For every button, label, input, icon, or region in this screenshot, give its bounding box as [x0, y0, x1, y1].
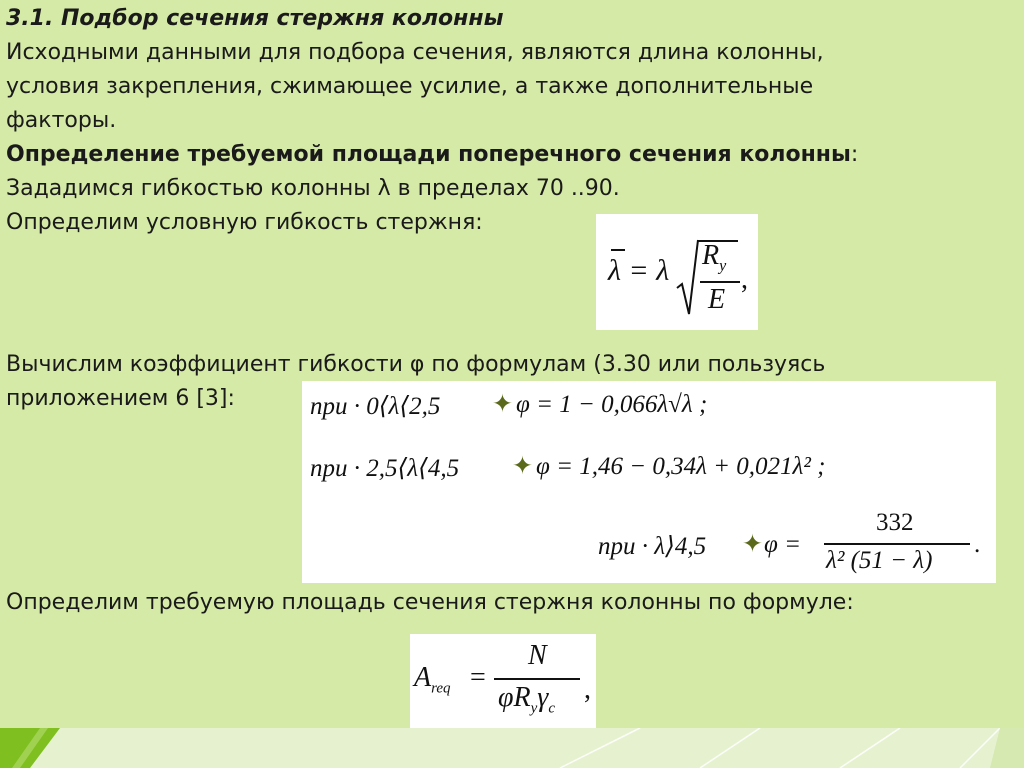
section-heading-line: [6, 140, 858, 170]
phi-case-2-expr: φ = 1,46 − 0,34λ + 0,021λ² ;: [536, 453, 826, 480]
phi-case-3-den: λ² (51 − λ): [826, 547, 933, 574]
intro-line-3: факторы.: [6, 108, 117, 133]
intro-line-2: условия закрепления, сжимающее усилие, а также дополнительные: [6, 74, 814, 99]
phi-case-3-cond: при · λ⟩4,5: [598, 533, 707, 560]
lambda-overline: [611, 249, 625, 251]
star-icon: ✦: [512, 453, 533, 480]
area-fraction-bar: [494, 678, 580, 680]
sqrt-sign: [676, 238, 700, 320]
decorative-bottom-band: [0, 728, 1024, 768]
phi-case-3-fraction-bar: [824, 543, 970, 545]
phi-formulas: [302, 381, 996, 583]
phi-case-2-cond: при · 2,5⟨λ⟨4,5: [310, 455, 460, 482]
flexibility-line: Зададимся гибкостью колонны λ в пределах 70 ..90.: [6, 176, 620, 201]
lambda-tail: ,: [741, 264, 748, 295]
lambda-formula: [596, 214, 758, 330]
phi-case-1-cond: при · 0⟨λ⟨2,5: [310, 393, 441, 420]
conditional-flexibility-line: Определим условную гибкость стержня:: [6, 210, 483, 235]
phi-case-3-lhs: φ =: [764, 531, 801, 558]
section-heading: Определение требуемой площади поперечного сечения колонны: [6, 142, 851, 167]
lambda-den: E: [708, 284, 726, 315]
area-line: Определим требуемую площадь сечения стержня колонны по формуле:: [6, 590, 854, 615]
star-icon: ✦: [742, 531, 763, 558]
area-equals: =: [470, 662, 486, 693]
area-lhs: $A_{req}$: [414, 662, 451, 697]
slide-title: 3.1. Подбор сечения стержня колонны: [6, 6, 504, 31]
area-tail: ,: [584, 674, 591, 705]
intro-line-1: Исходными данными для подбора сечения, являются длина колонны,: [6, 40, 824, 65]
phi-case-3-tail: .: [974, 531, 981, 558]
area-num: N: [528, 640, 547, 671]
area-den: $\varphi R_y\gamma_c$: [498, 682, 555, 717]
lambda-lhs: λ = λ: [608, 254, 670, 287]
coefficient-line-1: Вычислим коэффициент гибкости φ по формулам (3.30 или пользуясь: [6, 352, 826, 377]
coefficient-line-2: приложением 6 [3]:: [6, 386, 235, 411]
area-formula: [410, 634, 596, 728]
lambda-fraction-bar: [700, 281, 740, 283]
phi-case-1-expr: φ = 1 − 0,066λ√λ ;: [516, 391, 708, 418]
lambda-num: $R_y$: [702, 240, 727, 275]
phi-case-3-num: 332: [876, 509, 914, 536]
star-icon: ✦: [492, 391, 513, 418]
section-heading-suffix: :: [850, 142, 859, 167]
